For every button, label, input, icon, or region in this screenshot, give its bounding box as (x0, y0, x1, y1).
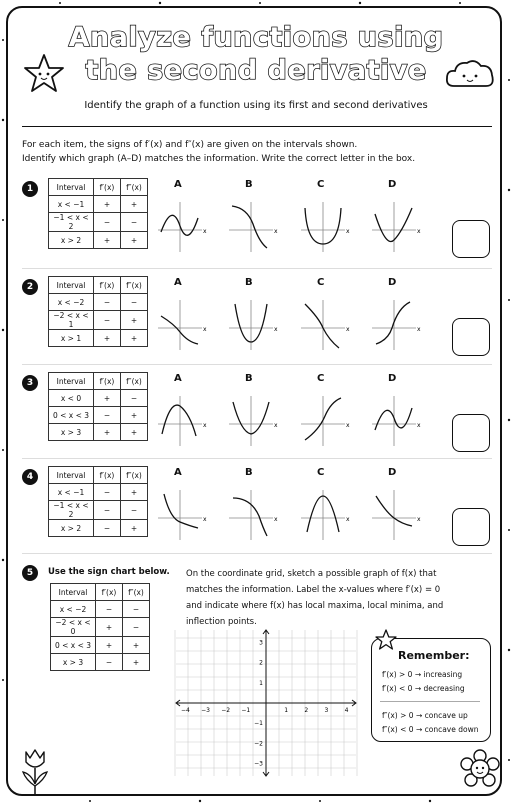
table-row (49, 196, 148, 213)
table-cell: − (94, 520, 121, 537)
graph-axis-label: x (203, 516, 207, 523)
table-header-cell: f″(x) (121, 277, 148, 294)
x-tick-label: −1 (241, 707, 251, 714)
table-row (49, 407, 148, 424)
table-cell: + (96, 618, 123, 637)
problem-5-text (186, 566, 476, 630)
graph-curve (375, 408, 412, 430)
table-row (51, 654, 150, 671)
table-cell: + (94, 390, 121, 407)
graph-curve (162, 405, 196, 436)
graph-axis-label: x (346, 326, 350, 333)
graph-letter-C: C (317, 179, 325, 190)
remember-title: Remember: (398, 649, 470, 662)
y-tick-label: 3 (259, 639, 263, 647)
table-header-cell: Interval (49, 373, 94, 390)
table-cell: x < −1 (49, 196, 94, 213)
graph-axes (301, 490, 345, 540)
table-cell: + (121, 484, 148, 501)
graph-axis-label: x (417, 422, 421, 429)
table-row (49, 232, 148, 249)
y-tick-label: 1 (259, 679, 263, 687)
graph-axis-label: x (274, 516, 278, 523)
x-tick-label: 1 (284, 707, 289, 714)
graph-option-C[interactable] (301, 488, 351, 542)
section-divider (22, 458, 492, 459)
graph-letter-A: A (174, 179, 182, 190)
table-cell: −2 < x < 1 (49, 311, 94, 330)
table-cell: −1 < x < 2 (49, 213, 94, 232)
graph-curve (232, 206, 267, 248)
graph-option-B[interactable] (229, 488, 279, 542)
table-header-row (49, 467, 148, 484)
section-divider (22, 553, 492, 554)
table-cell: − (123, 601, 150, 618)
table-cell: + (94, 424, 121, 441)
table-header-cell: f′(x) (96, 584, 123, 601)
table-cell: + (94, 196, 121, 213)
table-cell: + (121, 407, 148, 424)
table-cell: − (121, 390, 148, 407)
table-cell: 0 < x < 3 (49, 407, 94, 424)
table-cell: + (121, 232, 148, 249)
graph-option-D[interactable] (372, 488, 422, 542)
graph-letter-B: B (245, 179, 253, 190)
table-row (49, 520, 148, 537)
table-cell: x < −2 (51, 601, 96, 618)
table-row (49, 501, 148, 520)
graph-letter-C: C (317, 467, 325, 478)
table-cell: − (123, 618, 150, 637)
graph-axis-label: x (203, 422, 207, 429)
table-header-cell: f′(x) (94, 179, 121, 196)
problem-number-5: 5 (22, 565, 38, 581)
graph-axis-label: x (346, 422, 350, 429)
table-cell: x > 1 (49, 330, 94, 347)
table-row (49, 294, 148, 311)
tulip-icon (18, 746, 52, 796)
graph-axis-label: x (417, 326, 421, 333)
graph-option-C[interactable] (301, 394, 351, 448)
graph-curve (376, 302, 410, 344)
table-header-cell: f″(x) (121, 373, 148, 390)
graph-option-C[interactable] (301, 298, 351, 352)
table-header-cell: Interval (51, 584, 96, 601)
table-row (49, 213, 148, 232)
graph-option-A[interactable] (158, 488, 208, 542)
graph-curve (164, 494, 198, 528)
table-cell: x < −2 (49, 294, 94, 311)
remember-box (371, 638, 491, 742)
problem-5-text-line-4: inflection points. (186, 617, 257, 627)
graph-axes (158, 300, 202, 350)
table-header-cell: Interval (49, 179, 94, 196)
table-cell: − (94, 501, 121, 520)
graph-letter-D: D (388, 373, 397, 384)
graph-letter-C: C (317, 373, 325, 384)
table-cell: x > 2 (49, 520, 94, 537)
x-tick-label: 4 (344, 707, 349, 714)
y-tick-label: 2 (259, 659, 263, 667)
table-header-cell: f′(x) (94, 277, 121, 294)
answer-box-3[interactable] (452, 414, 490, 452)
table-cell: + (123, 637, 150, 654)
table-row (49, 424, 148, 441)
problem-5-sign-table (50, 583, 150, 671)
problem-5-text-line-3: and indicate where f(x) has local maxima, local minima, and (186, 601, 444, 611)
table-cell: x > 3 (51, 654, 96, 671)
table-cell: + (94, 232, 121, 249)
table-cell: 0 < x < 3 (51, 637, 96, 654)
graph-option-B[interactable] (229, 394, 279, 448)
table-cell: −1 < x < 2 (49, 501, 94, 520)
table-cell: x < −1 (49, 484, 94, 501)
table-cell: + (123, 654, 150, 671)
table-header-cell: Interval (49, 277, 94, 294)
remember-line: f′(x) > 0 → increasing (382, 670, 463, 679)
graph-axis-label: x (274, 228, 278, 235)
x-tick-label: 3 (324, 707, 329, 714)
table-cell: + (121, 424, 148, 441)
table-cell: − (94, 311, 121, 330)
graph-axis-label: x (417, 516, 421, 523)
table-cell: + (121, 311, 148, 330)
grid-axes (176, 630, 356, 776)
table-header-row (51, 584, 150, 601)
graph-letter-C: C (317, 277, 325, 288)
graph-axis-label: x (203, 228, 207, 235)
table-header-cell: f″(x) (121, 467, 148, 484)
graph-axis-label: x (417, 228, 421, 235)
table-cell: − (96, 601, 123, 618)
table-cell: −2 < x < 0 (51, 618, 96, 637)
section-divider (22, 268, 492, 269)
table-cell: − (121, 213, 148, 232)
problem-2-sign-table (48, 276, 148, 347)
table-cell: − (96, 654, 123, 671)
problem-5-text-line-2: matches the information. Label the x-values where f′(x) = 0 (186, 585, 441, 595)
y-tick-label: −2 (254, 740, 263, 748)
table-header-row (49, 373, 148, 390)
graph-axes (229, 202, 273, 252)
graph-axes (372, 490, 416, 540)
graph-curve (305, 304, 339, 348)
instructions-line-1: For each item, the signs of f′(x) and f″(x) are given on the intervals shown. (22, 140, 358, 150)
graph-letter-A: A (174, 373, 182, 384)
table-cell: + (121, 520, 148, 537)
table-cell: + (121, 196, 148, 213)
table-cell: − (94, 407, 121, 424)
remember-line: f″(x) > 0 → concave up (382, 711, 468, 720)
graph-curve (161, 316, 198, 344)
subtitle: Identify the graph of a function using its first and second derivatives (84, 100, 428, 111)
graph-curve (375, 208, 412, 242)
graph-letter-A: A (174, 467, 182, 478)
remember-divider (380, 701, 480, 702)
x-tick-label: −4 (180, 707, 190, 714)
remember-line: f′(x) < 0 → decreasing (382, 684, 465, 693)
table-cell: + (121, 330, 148, 347)
graph-axes (158, 396, 202, 446)
table-cell: x < 0 (49, 390, 94, 407)
table-row (51, 601, 150, 618)
problem-5-prompt: Use the sign chart below. (48, 567, 170, 577)
y-tick-label: −3 (254, 760, 263, 768)
problem-number-2: 2 (22, 279, 38, 295)
problem-number-4: 4 (22, 469, 38, 485)
graph-letter-A: A (174, 277, 182, 288)
graph-option-A[interactable] (158, 298, 208, 352)
table-row (49, 484, 148, 501)
problem-4-sign-table (48, 466, 148, 537)
title-line-1: Analyze functions using (68, 22, 444, 53)
problem-3-sign-table (48, 372, 148, 441)
graph-letter-D: D (388, 277, 397, 288)
remember-line: f″(x) < 0 → concave down (382, 725, 479, 734)
answer-box-4[interactable] (452, 508, 490, 546)
section-divider (22, 364, 492, 365)
graph-axes (229, 396, 273, 446)
graph-letter-B: B (245, 277, 253, 288)
graph-option-D[interactable] (372, 200, 422, 254)
title-line-2: the second derivative (85, 55, 427, 86)
graph-option-D[interactable] (372, 298, 422, 352)
graph-curve (161, 215, 198, 235)
graph-option-C[interactable] (301, 200, 351, 254)
flower-mascot-icon (458, 748, 502, 792)
graph-letter-B: B (245, 467, 253, 478)
problem-number-3: 3 (22, 375, 38, 391)
graph-option-A[interactable] (158, 200, 208, 254)
graph-axis-label: x (346, 228, 350, 235)
x-tick-label: 2 (304, 707, 309, 714)
table-row (49, 390, 148, 407)
table-header-cell: Interval (49, 467, 94, 484)
table-header-cell: f″(x) (121, 179, 148, 196)
table-cell: x > 3 (49, 424, 94, 441)
table-cell: + (96, 637, 123, 654)
table-row (49, 311, 148, 330)
x-tick-label: −3 (201, 707, 210, 714)
table-header-cell: f′(x) (94, 467, 121, 484)
graph-option-B[interactable] (229, 298, 279, 352)
graph-letter-D: D (388, 467, 397, 478)
problem-1-sign-table (48, 178, 148, 249)
table-cell: − (94, 294, 121, 311)
table-cell: − (121, 294, 148, 311)
problem-5-coordinate-grid[interactable] (174, 628, 358, 778)
graph-axis-label: x (274, 422, 278, 429)
problem-5-text-line-1: On the coordinate grid, sketch a possible graph of f(x) that (186, 569, 437, 579)
graph-axis-label: x (274, 326, 278, 333)
table-cell: + (94, 330, 121, 347)
table-row (51, 618, 150, 637)
table-row (51, 637, 150, 654)
graph-option-B[interactable] (229, 200, 279, 254)
table-row (49, 330, 148, 347)
table-cell: x > 2 (49, 232, 94, 249)
graph-curve (233, 498, 267, 536)
table-header-cell: f″(x) (123, 584, 150, 601)
y-tick-label: −1 (254, 720, 263, 728)
table-header-row (49, 277, 148, 294)
table-cell: − (94, 484, 121, 501)
instructions-line-2: Identify which graph (A–D) matches the information. Write the correct letter in the box. (22, 154, 416, 164)
small-star-icon (374, 628, 398, 652)
x-tick-label: −2 (221, 707, 231, 714)
table-header-row (49, 179, 148, 196)
header-divider (22, 126, 492, 127)
table-cell: − (94, 213, 121, 232)
graph-option-D[interactable] (372, 394, 422, 448)
graph-axis-label: x (346, 516, 350, 523)
graph-axes (372, 202, 416, 252)
table-header-cell: f′(x) (94, 373, 121, 390)
graph-letter-D: D (388, 179, 397, 190)
graph-option-A[interactable] (158, 394, 208, 448)
answer-box-2[interactable] (452, 318, 490, 356)
graph-letter-B: B (245, 373, 253, 384)
problem-number-1: 1 (22, 181, 38, 197)
table-cell: − (121, 501, 148, 520)
answer-box-1[interactable] (452, 220, 490, 258)
graph-axis-label: x (203, 326, 207, 333)
